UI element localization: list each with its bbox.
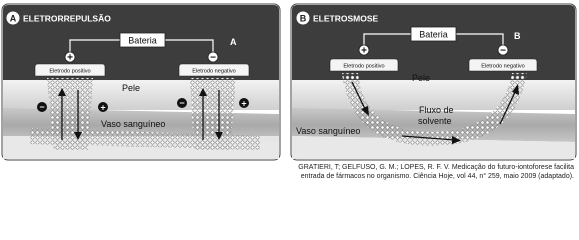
panel-a-vessel-label: Vaso sanguíneo: [101, 119, 166, 129]
source-citation: [268, 163, 574, 181]
panel-a-skin-label: Pele: [122, 83, 141, 93]
panel-b-vessel-label: Vaso sanguíneo: [296, 126, 361, 136]
panel-a-battery-tag: A: [230, 37, 237, 47]
panel-a-battery-label: Bateria: [128, 35, 157, 46]
panel-b-flow-label-1: Fluxo de: [419, 105, 454, 115]
panel-b-positive-sign: +: [361, 45, 367, 57]
panel-a-positive-ion-left-sign: +: [100, 102, 106, 113]
panel-b-negative-sign: −: [500, 45, 506, 57]
panel-a-positive-ion-right-sign: +: [241, 98, 247, 109]
panel-a-electrode-negative-label: Eletrodo negativo: [192, 68, 236, 75]
panel-a-negative-sign: −: [210, 52, 216, 64]
panel-b-skin-label: Pele: [412, 73, 431, 83]
panel-a-title: ELETRORREPULSÃO: [23, 13, 111, 24]
panel-a-electrode-positive-label: Eletrodo positivo: [49, 68, 91, 75]
panel-b-electrode-negative-label: Eletrodo negativo: [481, 63, 525, 70]
panel-b-title: ELETROSMOSE: [313, 13, 379, 24]
panel-a-negative-ion-right-sign: −: [179, 98, 185, 108]
citation-line-2: entrada de fármacos no organismo. Ciência Hoje, vol 44, n° 259, maio 2009 (adaptado).: [300, 173, 574, 180]
panel-a-negative-ion-left-sign: −: [39, 102, 45, 112]
panel-b-badge-letter: B: [299, 13, 307, 24]
panel-a-badge-letter: A: [9, 13, 17, 24]
panel-b-flow-label-2: solvente: [418, 116, 452, 126]
panel-a: [2, 4, 280, 160]
panel-a-positive-sign: +: [67, 52, 73, 64]
panel-b-electrode-positive-label: Eletrodo positivo: [343, 63, 385, 70]
citation-line-1: GRATIERI, T; GELFUSO, G. M.; LOPES, R. F. V. Medicação do futuro-iontoforese facilita: [298, 164, 574, 171]
panel-b-battery-tag: B: [514, 31, 521, 41]
panel-b: [291, 4, 576, 160]
panel-b-battery-label: Bateria: [419, 29, 448, 40]
